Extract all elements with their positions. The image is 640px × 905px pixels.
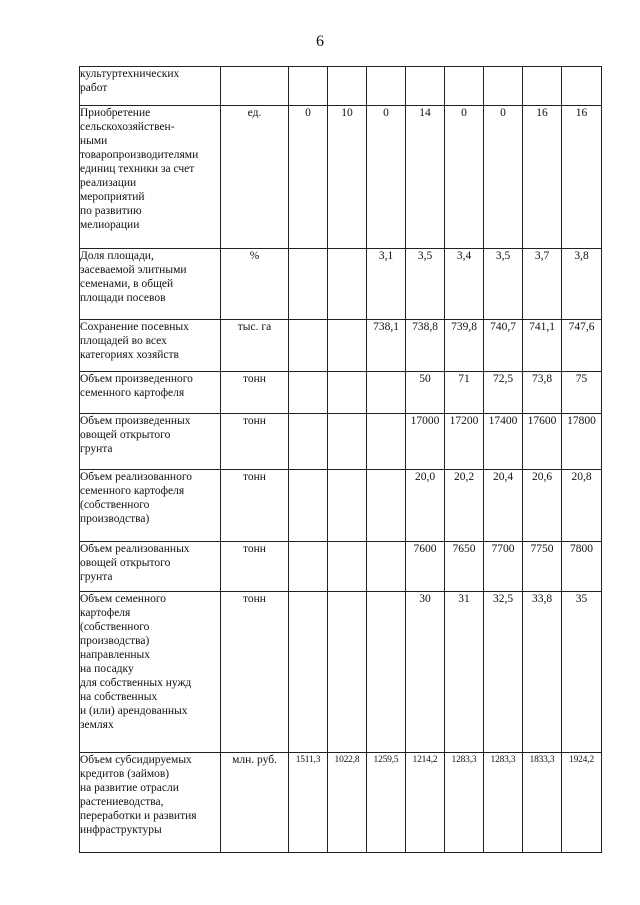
value-cell: [562, 67, 602, 106]
value-cell: [328, 249, 367, 320]
indicator-name: Объем субсидируемых кредитов (займов) на развитие отрасли растениеводства, переработки и развития инфраструктуры: [80, 754, 197, 836]
value-cell: [445, 106, 484, 249]
indicator-value: 17800: [567, 415, 596, 427]
unit-cell: [221, 320, 289, 372]
value-cell: [328, 542, 367, 592]
indicator-value: 739,8: [451, 321, 477, 333]
indicator-value: 17400: [488, 415, 518, 427]
indicator-name-cell: [80, 249, 221, 320]
indicator-name: Объем семенного картофеля (собственного производства) направленных на посадку для собственных нужд на собственных и (или) арендованных землях: [80, 593, 192, 731]
table-row: [80, 249, 602, 320]
indicator-value: 7750: [530, 543, 554, 555]
indicator-name-cell: [80, 372, 221, 414]
indicator-value: 20,4: [492, 471, 514, 483]
value-cell: [289, 67, 328, 106]
value-cell: [523, 592, 562, 753]
indicator-value: 1924,2: [569, 755, 594, 765]
indicator-value: 32,5: [492, 593, 514, 605]
indicator-value: 7650: [452, 543, 476, 555]
value-cell: [484, 542, 523, 592]
value-cell: [562, 414, 602, 470]
unit-cell: [221, 249, 289, 320]
value-cell: [289, 320, 328, 372]
table-row: [80, 414, 602, 470]
value-cell: [562, 320, 602, 372]
value-cell: [523, 414, 562, 470]
unit-cell: [221, 592, 289, 753]
value-cell: [406, 249, 445, 320]
value-cell: [484, 106, 523, 249]
unit-label: тонн: [243, 415, 266, 427]
indicator-value: 30: [419, 593, 431, 605]
table-body: [80, 67, 602, 853]
indicator-name: Объем реализованных овощей открытого грунта: [80, 543, 190, 583]
value-cell: [523, 372, 562, 414]
value-cell: [484, 320, 523, 372]
value-cell: [445, 372, 484, 414]
indicator-value: 16: [575, 107, 588, 119]
table-row: [80, 372, 602, 414]
value-cell: [406, 414, 445, 470]
indicator-value: 75: [575, 373, 588, 385]
value-cell: [289, 542, 328, 592]
value-cell: [328, 753, 367, 853]
unit-label: ед.: [247, 107, 262, 119]
unit-cell: [221, 372, 289, 414]
unit-cell: [221, 753, 289, 853]
value-cell: [562, 592, 602, 753]
indicator-value: 0: [500, 107, 506, 119]
value-cell: [484, 249, 523, 320]
value-cell: [289, 106, 328, 249]
unit-label: тонн: [243, 373, 266, 385]
unit-cell: [221, 67, 289, 106]
indicator-value: 20,8: [571, 471, 592, 483]
indicator-value: 33,8: [531, 593, 553, 605]
value-cell: [406, 542, 445, 592]
indicator-name: Объем произведенных овощей открытого грунта: [80, 415, 191, 455]
value-cell: [562, 106, 602, 249]
value-cell: [406, 753, 445, 853]
indicator-name-cell: [80, 414, 221, 470]
value-cell: [289, 414, 328, 470]
value-cell: [328, 470, 367, 542]
value-cell: [406, 67, 445, 106]
indicator-name: Сохранение посевных площадей во всех категориях хозяйств: [80, 321, 189, 361]
table-row: [80, 592, 602, 753]
indicator-value: 1259,5: [373, 755, 399, 765]
value-cell: [367, 414, 406, 470]
unit-label: тонн: [243, 593, 266, 605]
value-cell: [328, 320, 367, 372]
value-cell: [289, 470, 328, 542]
value-cell: [562, 249, 602, 320]
page-number: 6: [316, 33, 324, 50]
value-cell: [523, 320, 562, 372]
value-cell: [523, 542, 562, 592]
value-cell: [484, 67, 523, 106]
value-cell: [367, 249, 406, 320]
indicator-value: 747,6: [568, 321, 595, 333]
value-cell: [445, 753, 484, 853]
indicator-value: 16: [536, 107, 548, 119]
indicator-name-cell: [80, 67, 221, 106]
value-cell: [367, 592, 406, 753]
indicator-value: 0: [383, 107, 389, 119]
value-cell: [484, 592, 523, 753]
unit-cell: [221, 542, 289, 592]
indicator-name: Приобретение сельскохозяйствен- ными товаропроизводителями единиц техники за счет реализации мероприятий по развитию мелиорации: [80, 107, 199, 231]
indicator-value: 3,4: [456, 250, 472, 262]
value-cell: [484, 372, 523, 414]
indicator-name-cell: [80, 592, 221, 753]
indicator-value: 73,8: [531, 373, 553, 385]
indicators-table: [79, 66, 602, 853]
indicator-name-cell: [80, 753, 221, 853]
table-row: [80, 67, 602, 106]
value-cell: [289, 753, 328, 853]
indicator-value: 31: [458, 593, 470, 605]
value-cell: [523, 753, 562, 853]
indicator-value: 1022,8: [334, 755, 360, 765]
value-cell: [328, 414, 367, 470]
indicator-name: культуртехнических работ: [80, 68, 180, 94]
value-cell: [523, 470, 562, 542]
indicator-value: 10: [341, 107, 353, 119]
value-cell: [406, 592, 445, 753]
value-cell: [445, 67, 484, 106]
indicator-value: 20,2: [453, 471, 475, 483]
indicator-value: 71: [458, 373, 470, 385]
unit-label: тыс. га: [237, 321, 272, 333]
indicator-value: 7800: [570, 543, 593, 555]
value-cell: [289, 372, 328, 414]
value-cell: [484, 470, 523, 542]
indicator-value: 50: [419, 373, 431, 385]
indicator-value: 17600: [527, 415, 557, 427]
indicator-value: 1214,2: [412, 755, 438, 765]
value-cell: [406, 372, 445, 414]
value-cell: [367, 67, 406, 106]
value-cell: [523, 106, 562, 249]
value-cell: [328, 67, 367, 106]
value-cell: [406, 470, 445, 542]
unit-label: %: [249, 250, 260, 262]
indicator-value: 14: [419, 107, 431, 119]
indicator-value: 0: [461, 107, 467, 119]
indicator-value: 1833,3: [529, 755, 555, 765]
value-cell: [367, 470, 406, 542]
value-cell: [445, 542, 484, 592]
value-cell: [562, 372, 602, 414]
indicator-value: 20,6: [531, 471, 553, 483]
value-cell: [328, 372, 367, 414]
unit-cell: [221, 106, 289, 249]
value-cell: [445, 592, 484, 753]
indicator-value: 3,5: [417, 250, 433, 262]
table-row: [80, 542, 602, 592]
value-cell: [367, 106, 406, 249]
value-cell: [484, 753, 523, 853]
indicator-value: 741,1: [529, 321, 555, 333]
indicator-value: 7700: [491, 543, 515, 555]
value-cell: [445, 320, 484, 372]
table-row: [80, 470, 602, 542]
indicator-name: Объем произведенного семенного картофеля: [80, 373, 193, 399]
indicator-value: 3,1: [378, 250, 394, 262]
value-cell: [406, 320, 445, 372]
indicator-value: 740,7: [490, 321, 516, 333]
value-cell: [289, 249, 328, 320]
indicator-value: 72,5: [492, 373, 514, 385]
indicator-value: 35: [575, 593, 588, 605]
indicator-value: 738,1: [373, 321, 399, 333]
indicator-value: 738,8: [412, 321, 438, 333]
value-cell: [367, 320, 406, 372]
indicator-value: 17200: [449, 415, 479, 427]
indicator-name-cell: [80, 470, 221, 542]
indicator-value: 17000: [410, 415, 440, 427]
unit-label: тонн: [243, 471, 266, 483]
indicator-value: 3,5: [495, 250, 511, 262]
value-cell: [367, 372, 406, 414]
indicator-value: 3,8: [574, 250, 589, 262]
indicator-name: Объем реализованного семенного картофеля (собственного производства): [80, 471, 193, 525]
indicator-value: 1511,3: [295, 755, 321, 765]
indicator-name-cell: [80, 320, 221, 372]
indicator-value: 1283,3: [490, 755, 516, 765]
value-cell: [484, 414, 523, 470]
value-cell: [562, 753, 602, 853]
value-cell: [523, 67, 562, 106]
value-cell: [406, 106, 445, 249]
unit-cell: [221, 470, 289, 542]
indicator-value: 7600: [413, 543, 437, 555]
indicator-value: 3,7: [534, 250, 550, 262]
value-cell: [562, 542, 602, 592]
unit-label: тонн: [243, 543, 266, 555]
unit-label: млн. руб.: [232, 754, 277, 766]
indicator-name-cell: [80, 542, 221, 592]
value-cell: [445, 414, 484, 470]
indicator-value: 0: [305, 107, 311, 119]
table-row: [80, 753, 602, 853]
indicator-value: 20,0: [414, 471, 436, 483]
indicator-name: Доля площади, засеваемой элитными семенами, в общей площади посевов: [80, 250, 187, 304]
indicator-name-cell: [80, 106, 221, 249]
value-cell: [523, 249, 562, 320]
table-row: [80, 106, 602, 249]
indicator-value: 1283,3: [451, 755, 477, 765]
value-cell: [367, 753, 406, 853]
value-cell: [445, 470, 484, 542]
value-cell: [562, 470, 602, 542]
table-row: [80, 320, 602, 372]
value-cell: [328, 106, 367, 249]
value-cell: [289, 592, 328, 753]
value-cell: [445, 249, 484, 320]
unit-cell: [221, 414, 289, 470]
value-cell: [328, 592, 367, 753]
value-cell: [367, 542, 406, 592]
